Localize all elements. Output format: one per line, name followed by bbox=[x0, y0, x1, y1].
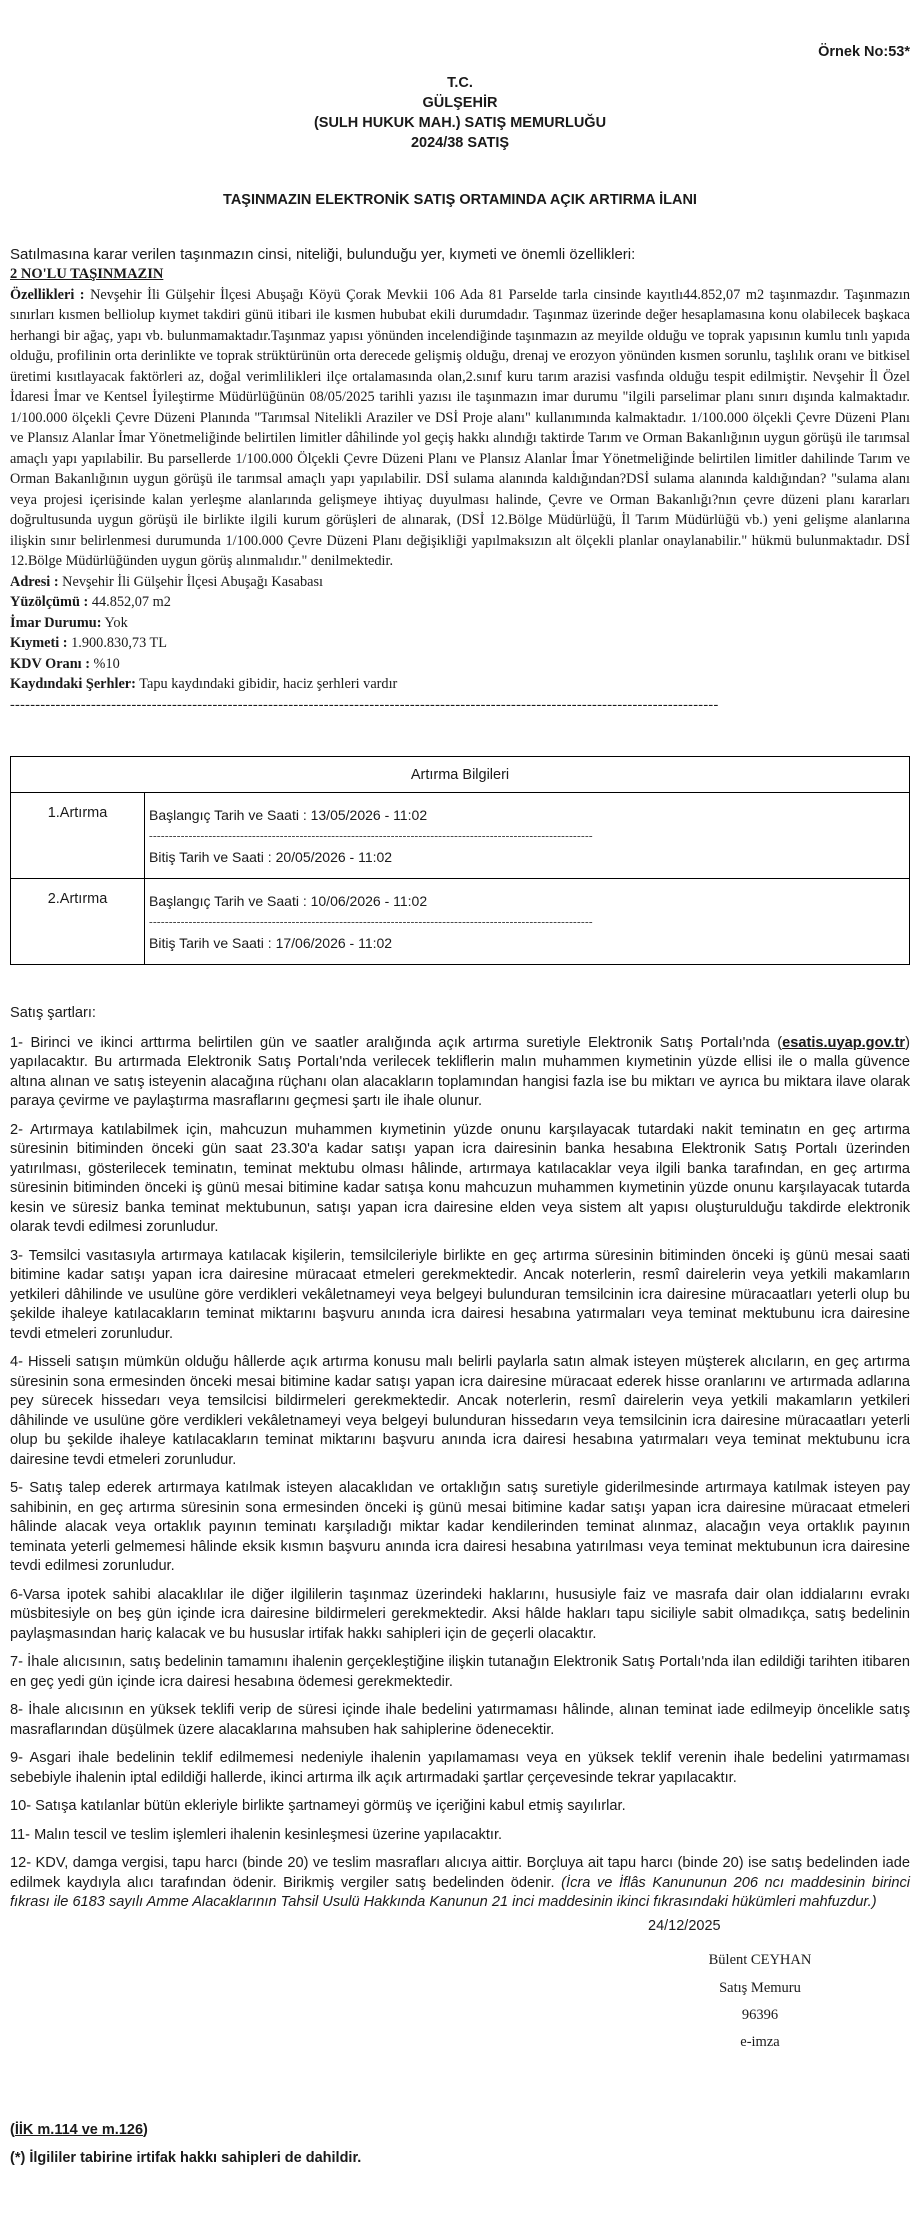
term-3: 3- Temsilci vasıtasıyla artırmaya katılacak kişilerin, temsilcileriyle birlikte en geç artırma süresinin bitiminden önceki iş günü mesai saati bitimine kadar satışı yapan icra dairesine müracaat etmeleri gerekmektedir. Ancak noterlerin, resmî dairelerin veya yetkili makamların yetkileri dâhilinde ve usulüne göre verdikleri vekâletnameyi veya belgeyi bulunduran temsilcinin icra dairesine müracaatları yeterli olup bu şekilde ihaleye katılacakların teminat miktarını başvuru anında icra dairesi hesabına yatırmaları veya teminat mektubunu icra dairesine tevdi etmeleri zorunludur. bbox=[10, 1247, 910, 1342]
property-address: Adresi : Nevşehir İli Gülşehir İlçesi Abuşağı Kasabası bbox=[10, 573, 324, 590]
round-dates bbox=[145, 793, 910, 879]
term-11: 11- Malın tescil ve teslim işlemleri ihalenin kesinleşmesi üzerine yapılacaktır. bbox=[10, 1826, 503, 1843]
auction-round-1 bbox=[11, 793, 910, 879]
property-area: Yüzölçümü : 44.852,07 m2 bbox=[10, 594, 171, 610]
esatis-link[interactable]: esatis.uyap.gov.tr bbox=[782, 1034, 906, 1051]
signer-role: Satış Memuru bbox=[719, 1980, 801, 1996]
round-end: Bitiş Tarih ve Saati : 20/05/2026 - 11:02 bbox=[149, 849, 393, 865]
sale-terms bbox=[10, 1004, 910, 1922]
property-title: 2 NO'LU TAŞINMAZIN bbox=[10, 266, 164, 282]
term-2: 2- Artırmaya katılabilmek için, mahcuzun muhammen kıymetinin yüzde onunu karşılayacak tutardaki nakit teminatın en geç artırma süresinin bitiminden önceki gün saat 23.30'a kadar satışı yapan icra dairesinin banka hesabına Elektronik Satış Portalı üzerinden yatırılması, gösterilecek teminatın, teminat mektubu olması hâlinde, artırmaya katılacaklar veya ilgili banka tarafından, en geç artırma süresinin bitiminden önceki iş günü mesai bitimine kadar satışa konu mahcuzun muhammen kıymetinin yüzde onunu karşılayacak tutarda kesin ve süresiz banka teminat mektubunun, satışı yapan icra dairesine elden veya sistem alt yapısı oluşturulduğu takdirde elektronik olarak tevdi edilmesi zorunludur. bbox=[10, 1121, 910, 1235]
term-5: 5- Satış talep ederek artırmaya katılmak isteyen alacaklıdan ve ortaklığın satış suretiyle giderilmesinde artırmaya katılmak isteyen pay sahibinin, en geç artırma süresinin sona ermesinden önceki iş günü mesai bitimine kadar satışı yapan icra dairesine müracaat etmeleri hâlinde alacak veya ortaklık payının teminatı karşıladığı miktar kadar kendilerinden teminat alınmaz, alacağın veya ortaklık payının teminata yeterli gelmemesi hâlinde eksik kısmın başvuru anında icra dairesi hesabına yatırılması veya teminat mektubunun icra dairesine tevdi edilmesi zorunludur. bbox=[10, 1480, 910, 1574]
term-1: 1- Birinci ve ikinci arttırma belirtilen gün ve saatler aralığında açık artırma suretiyle Elektronik Satış Portalı'nda (esatis.uyap.gov.tr) yapılacaktır. Bu artırmada Elektronik Satış Portalı'nda verilecek tekliflerin malın muhammen kıymetinin yüzde ellisi ile o malla güvence altına alınan ve satış isteyenin alacağına rüçhanı olan alacakların toplamından hangisi fazla ise bu miktarı ve ayrıca bu miktara ilave olarak paraya çevirme ve paylaştırma masraflarını geçmesi şartı ile ihale olunur. bbox=[10, 1034, 910, 1109]
round-start: Başlangıç Tarih ve Saati : 10/06/2026 - 11:02 bbox=[149, 893, 428, 909]
round-label: 2.Artırma bbox=[11, 879, 145, 965]
round-separator: ---------------------------------------------------------------------------------------------------------------- bbox=[149, 831, 593, 841]
auction-table bbox=[10, 756, 910, 965]
auction-round-2 bbox=[11, 879, 910, 965]
footnote-interested-parties: (*) İlgililer tabirine irtifak hakkı sahipleri de dahildir. bbox=[10, 2150, 362, 2166]
round-separator: ---------------------------------------------------------------------------------------------------------------- bbox=[149, 917, 593, 927]
round-end: Bitiş Tarih ve Saati : 17/06/2026 - 11:02 bbox=[149, 935, 393, 951]
sample-number: Örnek No:53* bbox=[818, 44, 910, 60]
announcement-title: TAŞINMAZIN ELEKTRONİK SATIŞ ORTAMINDA AÇIK ARTIRMA İLANI bbox=[223, 192, 697, 208]
term-12: 12- KDV, damga vergisi, tapu harcı (binde 20) ve teslim masrafları alıcıya aittir. Borçluya ait tapu harcı (binde 20) ise satış bedelinden iade edilmek kaydıyla alıcı tarafından ödenir. Birikmiş vergiler satış bedelinden ödenir. (İcra ve İflâs Kanununun 206 ncı maddesinin birinci fıkrası ile 6183 sayılı Amme Alacaklarının Tahsil Usulü Hakkında Kanunun 21 inci maddesinin ikinci fıkrasındaki hükümleri mahfuzdur.) bbox=[10, 1855, 910, 1910]
law-reference-link[interactable]: İİK m.114 ve m.126 bbox=[14, 2122, 144, 2138]
term-8: 8- İhale alıcısının en yüksek teklifi verip de süresi içinde ihale bedelini yatırmaması hâlinde, alınan teminat iade edilmeyip öncelikle satış masraflarından düşülmek üzere alacaklarına mahsuben hak sahiplerine ödenecektir. bbox=[10, 1702, 910, 1738]
header-line-city: GÜLŞEHİR bbox=[422, 95, 498, 111]
round-start: Başlangıç Tarih ve Saati : 13/05/2026 - 11:02 bbox=[149, 807, 428, 823]
property-value: Kıymeti : 1.900.830,73 TL bbox=[10, 635, 167, 651]
property-separator: -------------------------------------------------------------------------------------------------------------------------------------------- bbox=[10, 696, 719, 713]
intro-text: Satılmasına karar verilen taşınmazın cinsi, niteliği, bulunduğu yer, kıymeti ve önemli özellikleri: bbox=[10, 246, 636, 263]
signature-date: 24/12/2025 bbox=[648, 1918, 721, 1934]
signer-name: Bülent CEYHAN bbox=[708, 1952, 812, 1968]
term-7: 7- İhale alıcısının, satış bedelinin tamamını ihalenin gerçekleştiğine ilişkin tutanağın Elektronik Satış Portalı'nda ilan edildiği tarihten itibaren en geç yedi gün içinde icra dairesi hesabına ödemesi gerekmektedir. bbox=[10, 1654, 910, 1690]
term-10: 10- Satışa katılanlar bütün ekleriyle birlikte şartnameyi görmüş ve içeriğini kabul etmiş sayılırlar. bbox=[10, 1798, 626, 1814]
header-line-file: 2024/38 SATIŞ bbox=[410, 135, 510, 151]
footnote-law: (İİK m.114 ve m.126) bbox=[10, 2122, 148, 2138]
term-6: 6-Varsa ipotek sahibi alacaklılar ile diğer ilgililerin taşınmaz üzerindeki haklarını, hususiyle faiz ve masrafa dair olan iddialarını evrakı müsbitesiyle on beş gün içinde icra dairesine bildirmeleri gerekmektedir. Aksi hâlde hakları tapu siciliyle sabit olmadıkça, satış bedelinin paylaşmasından hariç kalacak ve bu hususlar irtifak hakkı sahipleri için de geçerli olacaktır. bbox=[10, 1586, 910, 1642]
features-text: Nevşehir İli Gülşehir İlçesi Abuşağı Köyü Çorak Mevkii 106 Ada 81 Parselde tarla cinsinde kayıtlı44.852,07 m2 taşınmazdır. Taşınmazın sınırları kısmen belliolup kıymet takdiri günü itibari ile kısmen hububat ekili durumdadır. Taşınmaz üzerinde değer hesaplamasına konu olabilecek başkaca herhangi bir ağaç, yapı vb. bulunmamaktadır.Taşınmaz yapısı yönünden incelendiğinde taşınmazın az meyilde olduğu ve toprak yapısının kumlu tınlı yapıda olduğu, profilinin orta derinlikte ve toprak strüktürünün orta derecede gelişmiş olduğu, drenaj ve erozyon yönünden kısmen sorunlu, taşlılık oranı ve bitkisel üretimi kısıtlayacak faktörleri az, doğal verimlilikleri ilçe ortalamasında olan,2.sınıf kuru tarım arazisi vasfında olduğu tespit edilmiştir. Nevşehir İl Özel İdaresi İmar ve Kentsel İyileştirme Müdürlüğünün 08/05/2025 tarihli yazısı ile taşınmazın imar durumu "ilgili parselimar planı sınırı dışında kalmaktadır. 1/100.000 ölçekli Çevre Düzeni Planında "Tarımsal Nitelikli Araziler ve DSİ Proje alanı" kullanımında kalmaktadır. 1/100.000 ölçekli Çevre Düzeni Planı ve Plansız Alanlar İmar Yönetmeliğinde belirtilen limitler dâhilinde yol geçiş hakkı alındığı taktirde Tarım ve Orman Bakanlığının uygun görüşü ile tarımsal amaçlı yapı yapılabilir. Bu parsellerde 1/100.000 Ölçekli Çevre Düzeni Planı ve Plansız Alanlar İmar Yönetmeliğinde belirtilen limitler dahilinde Tarım ve Orman Bakanlığının uygun görüşü ile tarımsal amaçlı yapı yapılabilir. DSİ sulama alanında kaldığından?DSİ sulama alanında kaldığından? "sulama alanı veya projesi içerisinde kalan yerleşme alanlarında gelişmeye ihtiyaç duyulması halinde, Çevre ve Orman Bakanlığı?nın çevre düzeni planı kararları doğrultusunda uygun görüşü ile birlikte ilgili kurum görüşleri de alınarak, (DSİ 12.Bölge Müdürlüğü, İl Tarım Müdürlüğü vb.) yeni gelişme alanlarına ilişkin sınır belirlenmesi durumunda 1/100.000 Çevre Düzeni Planı değişikliği yapılmaksızın alt ölçekli planlar onaylanabilir." hükmü bulunmaktadır. DSİ 12.Bölge Müdürlüğünden uygun görüş alınmalıdır." denilmektedir. bbox=[10, 286, 910, 569]
auction-table-title: Artırma Bilgileri bbox=[11, 757, 910, 793]
terms-title: Satış şartları: bbox=[10, 1005, 96, 1021]
property-zoning: İmar Durumu: Yok bbox=[10, 614, 128, 631]
header-line-office: (SULH HUKUK MAH.) SATIŞ MEMURLUĞU bbox=[313, 115, 607, 131]
property-kdv: KDV Oranı : %10 bbox=[10, 655, 120, 672]
round-dates bbox=[145, 879, 910, 965]
document-header bbox=[0, 73, 920, 153]
property-features bbox=[10, 285, 910, 572]
round-label: 1.Artırma bbox=[11, 793, 145, 879]
signer-number: 96396 bbox=[741, 2007, 779, 2023]
term-9: 9- Asgari ihale bedelinin teklif edilmemesi nedeniyle ihalenin yapılamaması veya en yüksek teklif verenin ihale bedelini yatırmaması sebebiyle ihalenin iptal edildiği hallerde, ikinci artırma ilk açık artırmadaki şartlar çerçevesinde tekrar yapılacaktır. bbox=[10, 1750, 910, 1786]
term-4: 4- Hisseli satışın mümkün olduğu hâllerde açık artırma konusu malı belirli paylarla satın almak isteyen müşterek alıcıların, en geç artırma süresinin sona ermesinden önceki mesai bitimine kadar satışı yapan icra dairesine müracaat ederek hisse oranlarını ve artırmada adlarına pey sürecek hissedarı veya temsilcisi bildirmeleri gerekmektedir. Ancak noterlerin, resmî dairelerin veya yetkili makamların yetkileri dâhilinde ve usulüne göre verdikleri vekâletnameyi veya belgeyi bulunduran hissedarın veya temsilcinin icra dairesine müracaatları yeterli olup bu şekilde ihaleye katılacakların teminat miktarını başvuru anında icra dairesi hesabına yatırmaları veya teminat mektubunu icra dairesine tevdi etmeleri zorunludur. bbox=[10, 1354, 910, 1468]
property-records: Kaydındaki Şerhler: Tapu kaydındaki gibidir, haciz şerhleri vardır bbox=[10, 676, 398, 692]
features-label: Özellikleri : bbox=[10, 286, 85, 303]
header-line-tc: T.C. bbox=[447, 75, 473, 91]
property-section bbox=[10, 264, 910, 715]
e-signature: e-imza bbox=[740, 2034, 780, 2050]
